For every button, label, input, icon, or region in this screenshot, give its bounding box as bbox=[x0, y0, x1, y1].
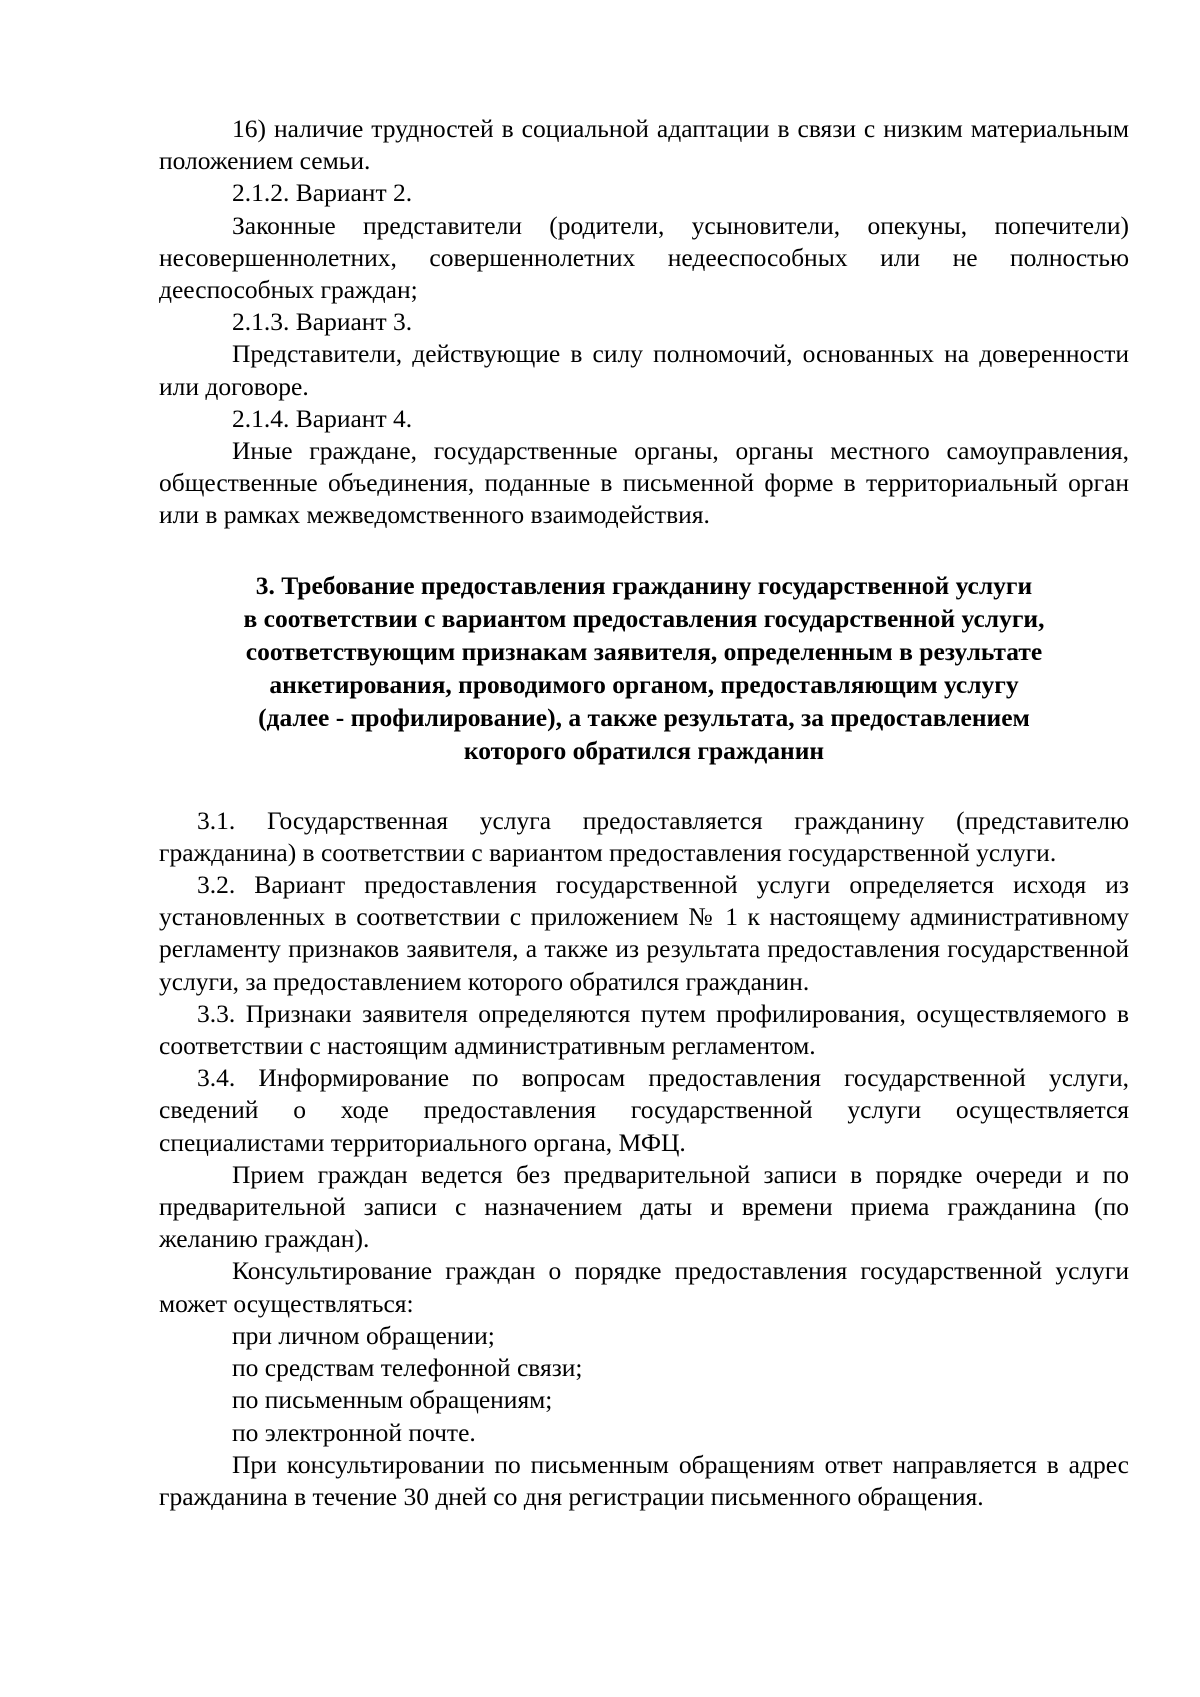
variant-3-heading: 2.1.3. Вариант 3. bbox=[232, 307, 413, 337]
document-body bbox=[159, 113, 1129, 1513]
consultation-paragraph: Консультирование граждан о порядке предоставления государственной услуги может осуществляться: bbox=[159, 1256, 1129, 1318]
variant-4-text: Иные граждане, государственные органы, органы местного самоуправления, общественные объединения, поданные в письменной форме в территориальный орган или в рамках межведомственного взаимодействия. bbox=[159, 436, 1129, 530]
section-3-heading-line: которого обратился гражданин bbox=[463, 735, 825, 765]
section-3-body bbox=[159, 805, 1129, 1513]
paragraph-item-16: 16) наличие трудностей в социальной адаптации в связи с низким материальным положением семьи. bbox=[159, 114, 1129, 176]
consultation-method-item: по письменным обращениям; bbox=[232, 1385, 553, 1415]
reception-paragraph: Прием граждан ведется без предварительной записи в порядке очереди и по предварительной записи с назначением даты и времени приема гражданина (по желанию граждан). bbox=[159, 1159, 1129, 1254]
consultation-method-item: при личном обращении; bbox=[232, 1320, 495, 1350]
section-3-heading-line: (далее - профилирование), а также результата, за предоставлением bbox=[258, 702, 1030, 732]
variant-3-text: Представители, действующие в силу полномочий, основанных на доверенности или договоре. bbox=[159, 339, 1129, 401]
consultation-method-item: по средствам телефонной связи; bbox=[232, 1353, 583, 1383]
clause-3-3: 3.3. Признаки заявителя определяются путем профилирования, осуществляемого в соответствии с настоящим административным регламентом. bbox=[159, 998, 1129, 1061]
variants-section bbox=[159, 113, 1129, 532]
consultation-method-item: по электронной почте. bbox=[232, 1417, 476, 1447]
section-3-heading-line: соответствующим признакам заявителя, определенным в результате bbox=[245, 636, 1043, 666]
variant-4-heading: 2.1.4. Вариант 4. bbox=[232, 403, 413, 433]
variant-2-heading: 2.1.2. Вариант 2. bbox=[232, 178, 413, 208]
clause-3-2: 3.2. Вариант предоставления государственной услуги определяется исходя из установленных в соответствии с приложением № 1 к настоящему административному регламенту признаков заявителя, а также из результата предоставления государственной услуги, за предоставлением которого обратился гражданин. bbox=[159, 870, 1129, 996]
written-response-paragraph: При консультировании по письменным обращениям ответ направляется в адрес гражданина в течение 30 дней со дня регистрации письменного обращения. bbox=[159, 1449, 1129, 1511]
section-3-heading-line: 3. Требование предоставления гражданину государственной услуги bbox=[255, 570, 1033, 600]
clause-3-4: 3.4. Информирование по вопросам предоставления государственной услуги, сведений о ходе предоставления государственной услуги осуществляется специалистами территориального органа, МФЦ. bbox=[159, 1063, 1129, 1157]
clause-3-1: 3.1. Государственная услуга предоставляется гражданину (представителю гражданина) в соответствии с вариантом предоставления государственной услуги. bbox=[159, 805, 1129, 867]
variant-2-text: Законные представители (родители, усыновители, опекуны, попечители) несовершеннолетних, совершеннолетних недееспособных или не полностью дееспособных граждан; bbox=[159, 210, 1129, 305]
section-3-heading-line: анкетирования, проводимого органом, предоставляющим услугу bbox=[269, 669, 1019, 699]
section-3-heading-line: в соответствии с вариантом предоставления государственной услуги, bbox=[243, 603, 1045, 633]
section-3-heading bbox=[159, 569, 1129, 767]
